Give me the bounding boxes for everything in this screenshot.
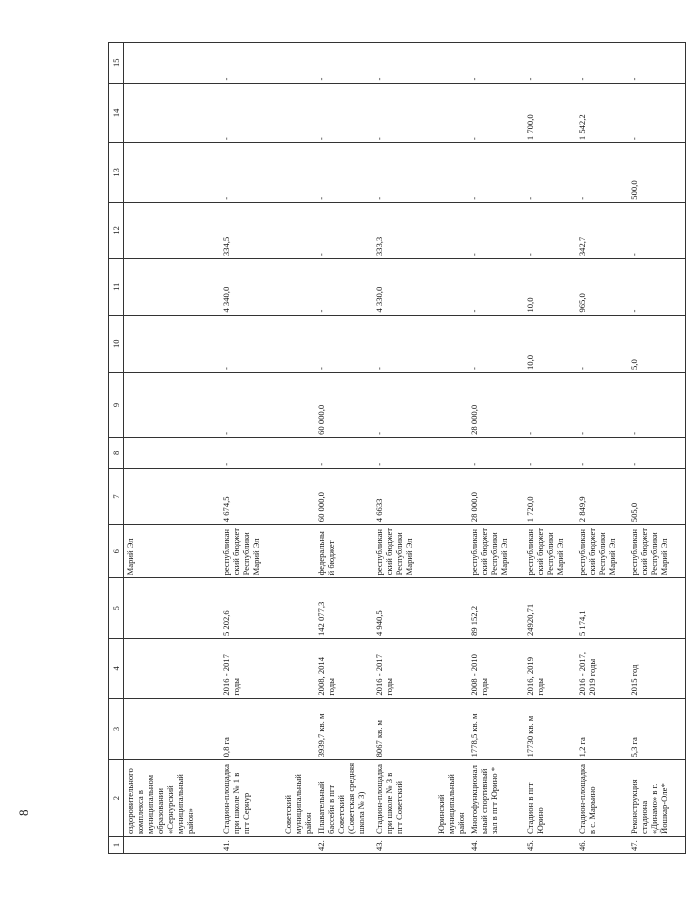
table-cell: 2016 - 2017, 2019 годы (576, 639, 628, 699)
table-cell (124, 143, 220, 203)
table-cell: Многофункциональный спортивный зал в пгт Юрино * (468, 760, 524, 837)
table-cell: - (373, 83, 435, 143)
table-cell (124, 698, 220, 760)
table-cell: - (373, 437, 435, 468)
table-cell: - (220, 143, 282, 203)
table-cell (124, 639, 220, 699)
table-cell: республиканский бюджет Республики Марий Эл (576, 525, 628, 578)
table-cell: 342,7 (576, 202, 628, 258)
table-cell: 505,0 (628, 468, 686, 524)
table-row (220, 43, 282, 854)
header-row (109, 43, 124, 854)
table-cell: республиканский бюджет Республики Марий Эл (373, 525, 435, 578)
table-cell: оздоровительного комплекса в муниципальном образовании «Сернурский муниципальный район» (124, 760, 220, 837)
table-cell: 5 174,1 (576, 578, 628, 639)
table-cell: - (524, 373, 576, 438)
table-cell: - (628, 202, 686, 258)
table-cell: 43. (373, 836, 435, 853)
table-cell: 1 542,2 (576, 83, 628, 143)
table-cell: Стадион-площадка при школе № 1 в пгт Сернур (220, 760, 282, 837)
table-cell: Реконструкция стадиона «Динамо» в г. Йошкар-Оле* (628, 760, 686, 837)
table-cell (282, 202, 315, 258)
table-cell: - (315, 315, 373, 372)
table-cell (282, 639, 315, 699)
table-cell (124, 373, 220, 438)
page-number: 8 (16, 809, 31, 816)
table-cell: - (373, 143, 435, 203)
table-cell (282, 468, 315, 524)
table-cell: 0,8 га (220, 698, 282, 760)
table-cell: - (220, 437, 282, 468)
table-cell: 5,0 (628, 315, 686, 372)
table-row (373, 43, 435, 854)
table-cell: Марий Эл (124, 525, 220, 578)
column-header: 10 (109, 315, 124, 372)
table-cell (124, 259, 220, 315)
table-cell: 44. (468, 836, 524, 853)
table-cell: 4 674,5 (220, 468, 282, 524)
table-cell (282, 525, 315, 578)
table-cell: 334,5 (220, 202, 282, 258)
table-cell: 47. (628, 836, 686, 853)
table-cell (124, 836, 220, 853)
table-cell: 4 340,0 (220, 259, 282, 315)
table-cell (435, 698, 468, 760)
column-header: 11 (109, 259, 124, 315)
table-cell (282, 373, 315, 438)
table-cell (435, 468, 468, 524)
table-cell: - (373, 373, 435, 438)
table-cell (282, 437, 315, 468)
table-cell: - (220, 83, 282, 143)
table-cell: - (628, 83, 686, 143)
table-cell: 1,2 га (576, 698, 628, 760)
table-cell: - (373, 315, 435, 372)
table-cell: - (315, 43, 373, 84)
table-cell: - (628, 373, 686, 438)
table-cell: - (468, 202, 524, 258)
table-cell (282, 43, 315, 84)
table-cell (282, 315, 315, 372)
table-cell: 2008 - 2010 годы (468, 639, 524, 699)
table-cell: Юринский муниципальный район (435, 760, 468, 837)
table-cell: - (524, 143, 576, 203)
table-cell (435, 315, 468, 372)
column-header: 9 (109, 373, 124, 438)
table-cell: 89 152,2 (468, 578, 524, 639)
table-cell: - (220, 315, 282, 372)
table-cell (628, 578, 686, 639)
column-header: 15 (109, 43, 124, 84)
table-cell: 8067 кв. м (373, 698, 435, 760)
table-cell: - (315, 437, 373, 468)
table-cell: 2015 год (628, 639, 686, 699)
table-cell (435, 202, 468, 258)
table-cell: 42. (315, 836, 373, 853)
table-cell: - (220, 43, 282, 84)
table-cell: - (315, 202, 373, 258)
table-cell: - (524, 202, 576, 258)
table-cell: федеральный бюджет (315, 525, 373, 578)
table-cell: - (373, 43, 435, 84)
table-cell (124, 468, 220, 524)
table-cell (282, 578, 315, 639)
table-row (468, 43, 524, 854)
column-header: 13 (109, 143, 124, 203)
table-cell: 965,0 (576, 259, 628, 315)
table-cell: - (524, 437, 576, 468)
table-cell: 142 077,3 (315, 578, 373, 639)
table-cell: - (315, 83, 373, 143)
table-cell: - (628, 43, 686, 84)
table-cell (282, 698, 315, 760)
table-cell (435, 525, 468, 578)
table-cell: Плавательный бассейн в пгт Советский (Советская средняя школа № 3) (315, 760, 373, 837)
table-cell: 500,0 (628, 143, 686, 203)
table-cell: 4 330,0 (373, 259, 435, 315)
table-cell: 2 849,9 (576, 468, 628, 524)
column-header: 2 (109, 760, 124, 837)
table-cell: - (315, 259, 373, 315)
table-cell: - (576, 43, 628, 84)
table-cell: - (628, 259, 686, 315)
table-cell (435, 83, 468, 143)
table-cell: - (468, 259, 524, 315)
table-cell: - (468, 143, 524, 203)
table-cell: 60 000,0 (315, 373, 373, 438)
table-cell: 3939,7 кв. м (315, 698, 373, 760)
table-cell: 41. (220, 836, 282, 853)
table-cell (124, 43, 220, 84)
table-cell: 10,0 (524, 315, 576, 372)
table-cell: республиканский бюджет Республики Марий Эл (628, 525, 686, 578)
table-cell (435, 143, 468, 203)
table-cell: республиканский бюджет Республики Марий Эл (468, 525, 524, 578)
table-cell: 1 720,0 (524, 468, 576, 524)
table-cell: 24920,71 (524, 578, 576, 639)
table-cell: 2008, 2014 годы (315, 639, 373, 699)
table-row (282, 43, 315, 854)
table-cell: республиканский бюджет Республики Марий Эл (524, 525, 576, 578)
table-cell: - (315, 143, 373, 203)
table-cell (435, 43, 468, 84)
table-cell (435, 836, 468, 853)
table-cell (435, 639, 468, 699)
table-cell: - (628, 437, 686, 468)
table-cell: Стадион-площадка в с. Марьино (576, 760, 628, 837)
table-cell: 1778,5 кв. м (468, 698, 524, 760)
table-cell (124, 578, 220, 639)
table-row (124, 43, 220, 854)
table-cell: 4 6633 (373, 468, 435, 524)
table-cell: 5 202,6 (220, 578, 282, 639)
table-cell: - (576, 315, 628, 372)
table-cell: - (576, 143, 628, 203)
column-header: 1 (109, 836, 124, 853)
table-cell: 1 700,0 (524, 83, 576, 143)
table-cell (124, 202, 220, 258)
table-row (524, 43, 576, 854)
column-header: 6 (109, 525, 124, 578)
table-cell: 60 000,0 (315, 468, 373, 524)
table-cell: Стадион-площадка при школе № 3 в пгт Советский (373, 760, 435, 837)
table-cell: - (468, 437, 524, 468)
table-cell: 46. (576, 836, 628, 853)
table-row (576, 43, 628, 854)
column-header: 3 (109, 698, 124, 760)
table-cell: - (468, 315, 524, 372)
table-cell: 2016, 2019 годы (524, 639, 576, 699)
table-cell (435, 259, 468, 315)
table-cell (124, 437, 220, 468)
column-header: 7 (109, 468, 124, 524)
table-row (435, 43, 468, 854)
table-cell (124, 83, 220, 143)
table-cell: 2016 - 2017 годы (373, 639, 435, 699)
table-cell: 45. (524, 836, 576, 853)
table-row (628, 43, 686, 854)
table-cell: - (576, 437, 628, 468)
table-cell (282, 836, 315, 853)
table-cell: - (220, 373, 282, 438)
table-cell (435, 578, 468, 639)
table-cell: 333,3 (373, 202, 435, 258)
table-cell: 2016 - 2017 годы (220, 639, 282, 699)
table-cell (282, 143, 315, 203)
budget-table (108, 42, 686, 854)
table-cell: республиканский бюджет Республики Марий Эл (220, 525, 282, 578)
table-cell: Советский муниципальный район (282, 760, 315, 837)
table-cell: - (524, 43, 576, 84)
table-cell (435, 437, 468, 468)
table-cell: - (468, 83, 524, 143)
table-cell: Стадион в пгт Юрино (524, 760, 576, 837)
table-cell: 10,0 (524, 259, 576, 315)
table-cell: 28 000,0 (468, 373, 524, 438)
table-cell (282, 83, 315, 143)
table-row (315, 43, 373, 854)
table-cell: 28 000,0 (468, 468, 524, 524)
table-cell: 5,3 га (628, 698, 686, 760)
table-cell (124, 315, 220, 372)
table-cell: - (576, 373, 628, 438)
table-cell: - (468, 43, 524, 84)
table-cell (282, 259, 315, 315)
column-header: 14 (109, 83, 124, 143)
column-header: 12 (109, 202, 124, 258)
table-cell (435, 373, 468, 438)
table-cell: 4 940,5 (373, 578, 435, 639)
column-header: 5 (109, 578, 124, 639)
column-header: 4 (109, 639, 124, 699)
table-cell: 17730 кв. м (524, 698, 576, 760)
column-header: 8 (109, 437, 124, 468)
